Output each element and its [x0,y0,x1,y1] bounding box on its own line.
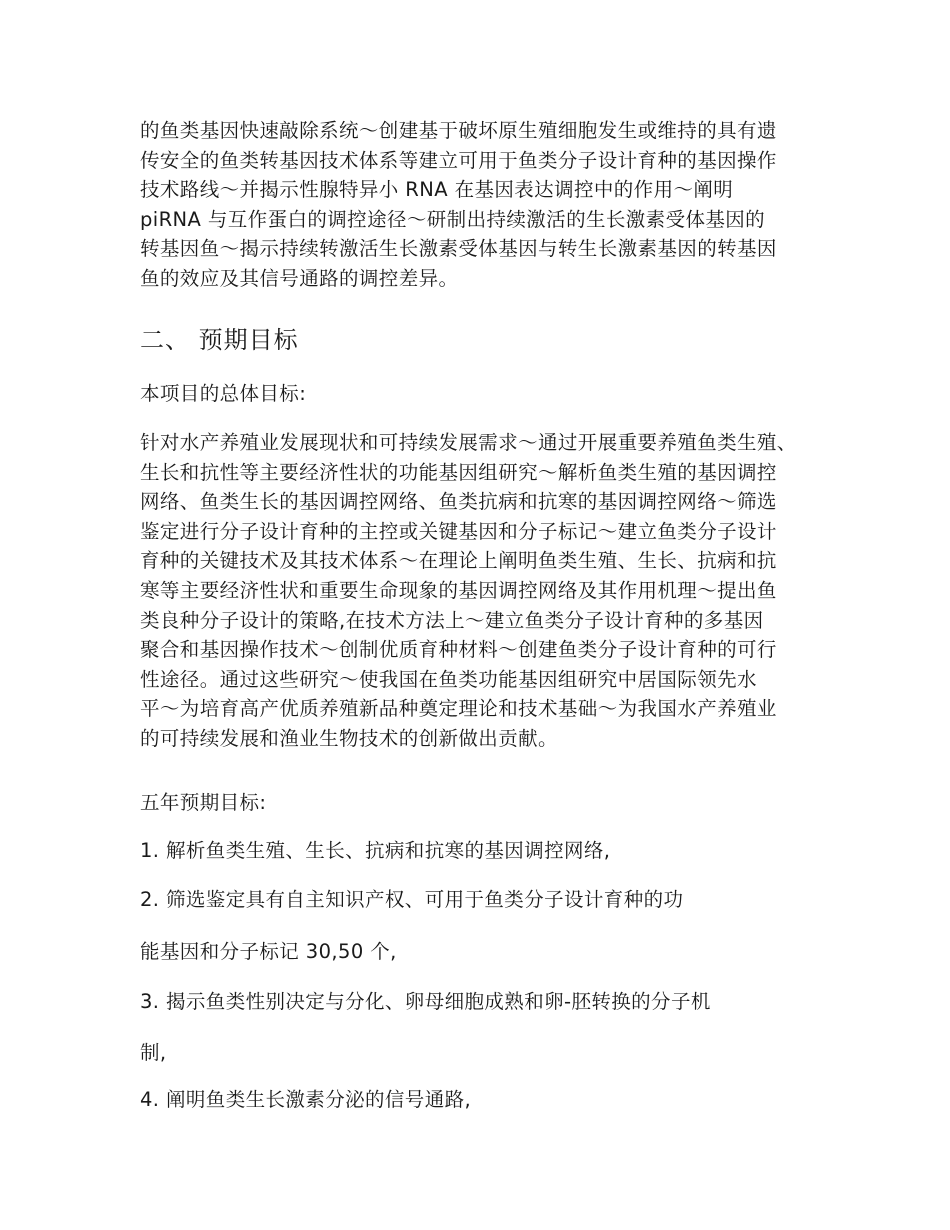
intro-paragraph [140,116,830,294]
five-year-goal-label: 五年预期目标: [140,791,267,814]
overall-line: 生长和抗性等主要经济性状的功能基因组研究～解析鱼类生殖的基因调控 [140,460,777,484]
overall-line: 鉴定进行分子设计育种的主控或关键基因和分子标记～建立鱼类分子设计 [140,519,777,543]
intro-line: 的鱼类基因快速敲除系统～创建基于破坏原生殖细胞发生或维持的具有遗 [140,119,777,142]
overall-line: 寒等主要经济性状和重要生命现象的基因调控网络及其作用机理～提出鱼 [140,578,777,602]
goal-item: 2. 筛选鉴定具有自主知识产权、可用于鱼类分子设计育种的功 [140,888,684,911]
section-heading: 二、 预期目标 [140,326,299,354]
overall-line: 的可持续发展和渔业生物技术的创新做出贡献。 [140,726,558,750]
goal-item-continuation: 制, [140,1041,167,1064]
overall-line: 性途径。通过这些研究～使我国在鱼类功能基因组研究中居国际领先水 [140,667,757,691]
intro-line: 技术路线～并揭示性腺特异小 RNA 在基因表达调控中的作用～阐明 [140,178,734,202]
goal-item-continuation: 能基因和分子标记 30,50 个, [140,940,397,963]
overall-line: 聚合和基因操作技术～创制优质育种材料～创建鱼类分子设计育种的可行 [140,638,777,662]
overall-line: 平～为培育高产优质养殖新品种奠定理论和技术基础～为我国水产养殖业 [140,697,777,721]
overall-line: 类良种分子设计的策略,在技术方法上～建立鱼类分子设计育种的多基因 [140,608,764,632]
overall-line: 育种的关键技术及其技术体系～在理论上阐明鱼类生殖、生长、抗病和抗 [140,549,777,573]
goal-item: 1. 解析鱼类生殖、生长、抗病和抗寒的基因调控网络, [140,839,611,862]
overall-line: 针对水产养殖业发展现状和可持续发展需求～通过开展重要养殖鱼类生殖、 [140,431,797,454]
intro-line: 传安全的鱼类转基因技术体系等建立可用于鱼类分子设计育种的基因操作 [140,148,777,172]
goal-item: 4. 阐明鱼类生长激素分泌的信号通路, [140,1088,472,1111]
overall-goal-label: 本项目的总体目标: [140,382,307,405]
intro-line: 鱼的效应及其信号通路的调控差异。 [140,266,459,290]
overall-goal-paragraph [140,428,830,754]
intro-line: piRNA 与互作蛋白的调控途径～研制出持续激活的生长激素受体基因的 [140,207,766,231]
intro-line: 转基因鱼～揭示持续转激活生长激素受体基因与转生长激素基因的转基因 [140,237,777,261]
overall-line: 网络、鱼类生长的基因调控网络、鱼类抗病和抗寒的基因调控网络～筛选 [140,490,777,514]
goal-item: 3. 揭示鱼类性别决定与分化、卵母细胞成熟和卵-胚转换的分子机 [140,990,711,1013]
